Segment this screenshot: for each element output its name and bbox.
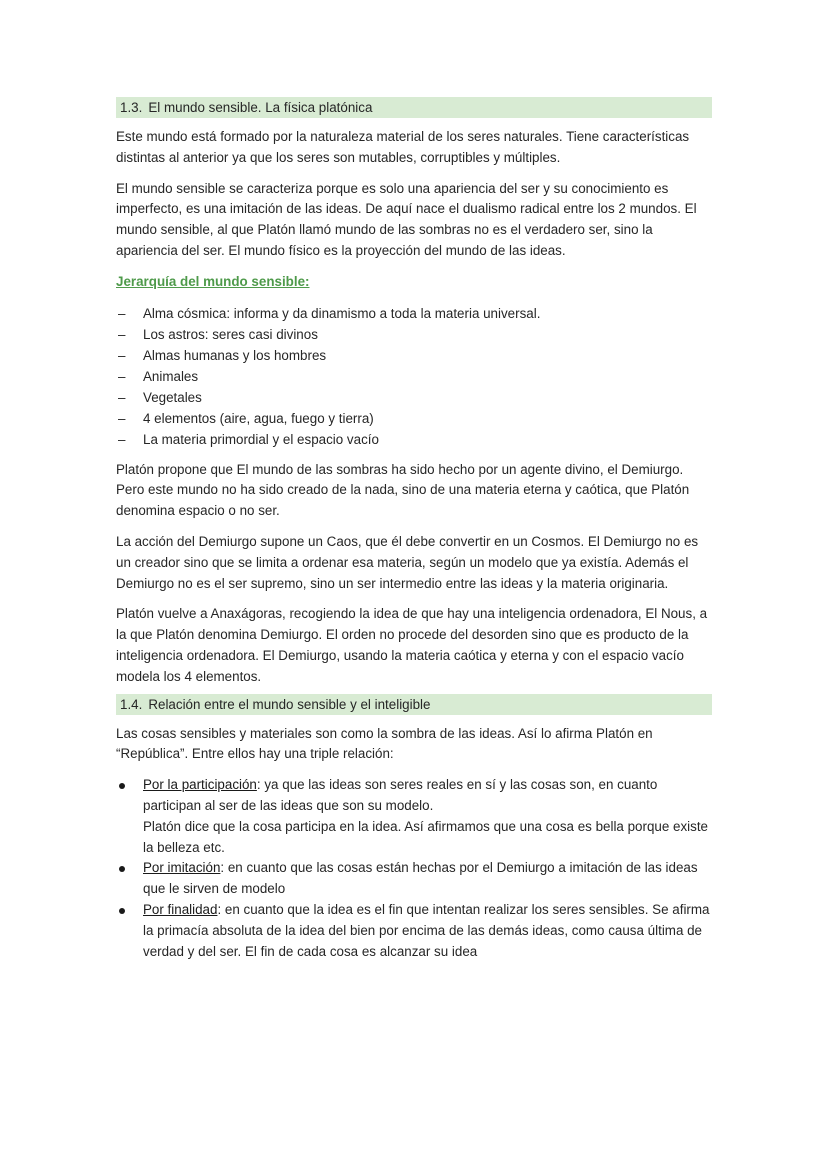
paragraph: Platón vuelve a Anaxágoras, recogiendo la idea de que hay una inteligencia ordenadora, El Nous, a la que Platón denomina Demiurgo. El orden no procede del desorden sino que es producto de la inteligencia ordenadora. El Demiurgo, usando la materia caótica y eterna y con el espacio vacío modela los 4 elementos. [116,606,708,684]
bullet-icon [119,783,125,789]
paragraph: Platón propone que El mundo de las sombras ha sido hecho por un agente divino, el Demiurgo. Pero este mundo no ha sido creado de la nada, sino de una materia eterna y caótica, que Platón denomina espacio o no ser. [116,461,690,519]
hierarchy-list [116,303,712,450]
paragraph: Este mundo está formado por la naturaleza material de los seres naturales. Tiene características distintas al anterior ya que los seres son mutables, corruptibles y múltiples. [116,129,690,165]
dash-marker: – [118,431,126,447]
section-title: Relación entre el mundo sensible y el inteligible [148,696,431,712]
list-item: – Los astros: seres casi divinos [116,324,712,345]
paragraph: El mundo sensible se caracteriza porque es solo una apariencia del ser y su conocimiento es imperfecto, es una imitación de las ideas. De aquí nace el dualismo radical entre los 2 mundos. El mundo sensible, al que Platón llamó mundo de las sombras no es el verdadero ser, sino la apariencia del ser. El mundo físico es la proyección del mundo de las ideas. [116,180,697,258]
dash-marker: – [118,410,126,426]
dash-marker: – [118,389,126,405]
dash-marker: – [118,305,126,321]
relation-term: Por la participación [143,777,257,793]
document-page [116,97,712,962]
list-item: – Vegetales [116,387,712,408]
section-heading-1-4 [116,694,712,715]
list-item: – 4 elementos (aire, agua, fuego y tierra) [116,408,712,429]
list-item: – La materia primordial y el espacio vacío [116,429,712,450]
bullet-icon [119,866,125,872]
bullet-icon [119,908,125,914]
list-item [116,900,712,962]
relation-term: Por imitación [143,860,221,876]
relation-text: : en cuanto que la idea es el fin que intentan realizar los seres sensibles. Se afirma la primacía absoluta de la idea del bien por encima de las demás ideas, como causa última de verdad y del ser. El fin de cada cosa es alcanzar su idea [143,901,710,959]
relations-list [116,775,712,962]
section-title: El mundo sensible. La física platónica [148,100,373,115]
section-heading-1-3 [116,97,712,118]
list-item [116,858,712,900]
relation-text: : ya que las ideas son seres reales en sí y las cosas son, en cuanto participan al ser de las ideas que son su modelo. [143,777,658,813]
relation-text: : en cuanto que las cosas están hechas por el Demiurgo a imitación de las ideas que le sirven de modelo [143,860,698,897]
relation-extra: Platón dice que la cosa participa en la idea. Así afirmamos que una cosa es bella porque existe la belleza etc. [143,818,708,855]
paragraph: Las cosas sensibles y materiales son como la sombra de las ideas. Así lo afirma Platón en “República”. Entre ellos hay una triple relación: [116,725,653,762]
section-number: 1.4. [120,696,143,712]
subheading-jerarquia: Jerarquía del mundo sensible: [116,273,310,289]
dash-marker: – [118,368,126,384]
dash-marker: – [118,347,126,363]
paragraph: La acción del Demiurgo supone un Caos, que él debe convertir en un Cosmos. El Demiurgo no es un creador sino que se limita a ordenar esa materia, según un modelo que ya existía. Además el Demiurgo no es el ser supremo, sino un ser intermedio entre las ideas y la materia originaria. [116,533,699,591]
list-item: – Almas humanas y los hombres [116,345,712,366]
section-number: 1.3. [120,100,143,115]
list-item: – Animales [116,366,712,387]
dash-marker: – [118,326,126,342]
list-item [116,775,712,858]
relation-term: Por finalidad [143,901,218,917]
list-item: – Alma cósmica: informa y da dinamismo a toda la materia universal. [116,303,712,324]
